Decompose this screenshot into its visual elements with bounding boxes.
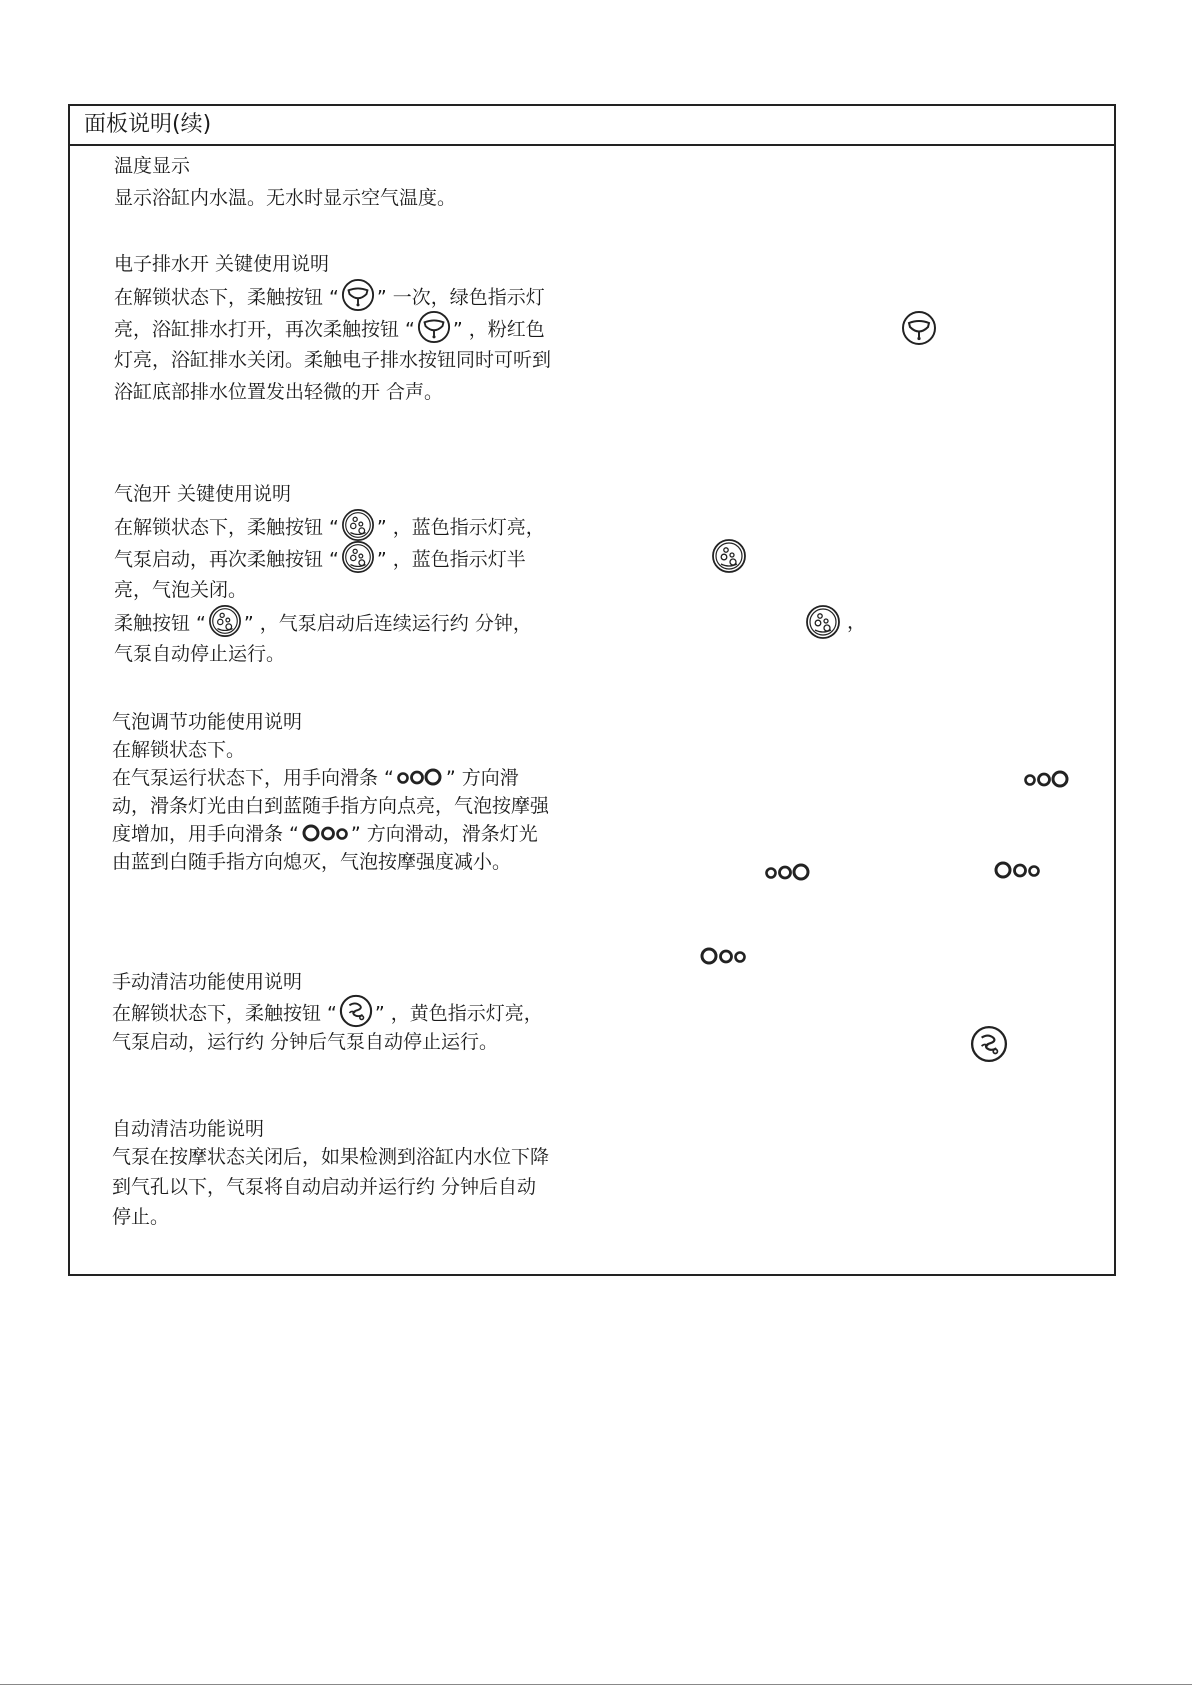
adjust-heading: 气泡调节功能使用说明 [112, 711, 303, 733]
bubble-line-1-a: 在解锁状态下，柔触按钮 “ [114, 516, 339, 539]
slider-increase-icon [1023, 769, 1071, 789]
adjust-line-5: 由蓝到白随手指方向熄灭，气泡按摩强度减小。 [112, 851, 512, 873]
slider-decrease-icon [993, 860, 1041, 880]
manual-clean-line-1-b: ” ，黄色指示灯亮， [374, 1002, 543, 1025]
drain-line-2-b: ” ，粉红色 [452, 318, 545, 341]
bubble-icon [805, 604, 841, 640]
drain-line-1 [114, 284, 545, 312]
clean-icon [970, 1025, 1008, 1063]
bubble-line-4 [114, 610, 532, 638]
adjust-line-1: 在解锁状态下。 [112, 739, 246, 761]
panel-title: 面板说明(续) [84, 112, 212, 137]
adjust-line-2-b: ” 方向滑 [445, 767, 519, 789]
drain-line-2-a: 亮，浴缸排水打开，再次柔触按钮 “ [114, 318, 415, 341]
temperature-text: 显示浴缸内水温。无水时显示空气温度。 [114, 187, 457, 209]
drain-line-3: 灯亮，浴缸排水关闭。柔触电子排水按钮同时可听到 [114, 349, 552, 371]
slider-increase-icon [396, 767, 444, 787]
auto-clean-line-1: 气泵在按摩状态关闭后，如果检测到浴缸内水位下降 [112, 1146, 550, 1168]
auto-clean-line-2: 到气孔以下，气泵将自动启动并运行约 分钟后自动 [112, 1176, 537, 1198]
auto-clean-heading: 自动清洁功能说明 [112, 1118, 265, 1140]
manual-clean-line-2: 气泵启动，运行约 分钟后气泵自动停止运行。 [112, 1031, 499, 1053]
slider-decrease-icon [301, 823, 349, 843]
drain-icon [341, 278, 375, 312]
bubble-icon [711, 538, 747, 574]
bubble-line-1 [114, 514, 545, 542]
adjust-line-4-a: 度增加，用手向滑条 “ [112, 823, 299, 845]
drain-line-2 [114, 316, 545, 344]
bubble-line-3: 亮，气泡关闭。 [114, 579, 248, 601]
adjust-line-4-b: ” 方向滑动，滑条灯光 [350, 823, 538, 845]
bubble-icon [208, 604, 242, 638]
clean-icon [339, 994, 373, 1028]
manual-clean-heading: 手动清洁功能使用说明 [112, 971, 303, 993]
bubble-line-2-b: ” ，蓝色指示灯半 [376, 548, 526, 571]
bubble-line-2 [114, 546, 526, 574]
bubble-heading: 气泡开 关键使用说明 [114, 483, 292, 505]
drain-icon [417, 310, 451, 344]
drain-heading: 电子排水开 关键使用说明 [114, 253, 330, 275]
slider-decrease-icon [699, 946, 747, 966]
bubble-icon [341, 508, 375, 542]
drain-line-1-b: ” 一次，绿色指示灯 [376, 286, 545, 309]
drain-line-1-a: 在解锁状态下，柔触按钮 “ [114, 286, 339, 309]
drain-icon [901, 310, 937, 346]
bubble-icon [341, 540, 375, 574]
panel-header [70, 106, 1114, 146]
manual-clean-line-1 [112, 1000, 543, 1028]
auto-clean-line-3: 停止。 [112, 1206, 170, 1228]
bubble-line-2-a: 气泵启动，再次柔触按钮 “ [114, 548, 339, 571]
bubble-side-comma: ， [847, 611, 867, 633]
drain-line-4: 浴缸底部排水位置发出轻微的开 合声。 [114, 381, 444, 403]
adjust-line-3: 动，滑条灯光由白到蓝随手指方向点亮，气泡按摩强 [112, 795, 550, 817]
adjust-line-2 [112, 766, 519, 790]
panel-frame [68, 104, 1116, 1276]
slider-increase-icon [764, 862, 812, 882]
bubble-line-4-a: 柔触按钮 “ [114, 612, 206, 635]
adjust-line-4 [112, 822, 538, 846]
bubble-line-4-b: ” ，气泵启动后连续运行约 分钟， [243, 612, 532, 635]
adjust-line-2-a: 在气泵运行状态下，用手向滑条 “ [112, 767, 394, 789]
bubble-line-5: 气泵自动停止运行。 [114, 643, 286, 665]
temperature-heading: 温度显示 [114, 155, 191, 177]
bubble-line-1-b: ” ，蓝色指示灯亮， [376, 516, 545, 539]
manual-clean-line-1-a: 在解锁状态下，柔触按钮 “ [112, 1002, 337, 1025]
